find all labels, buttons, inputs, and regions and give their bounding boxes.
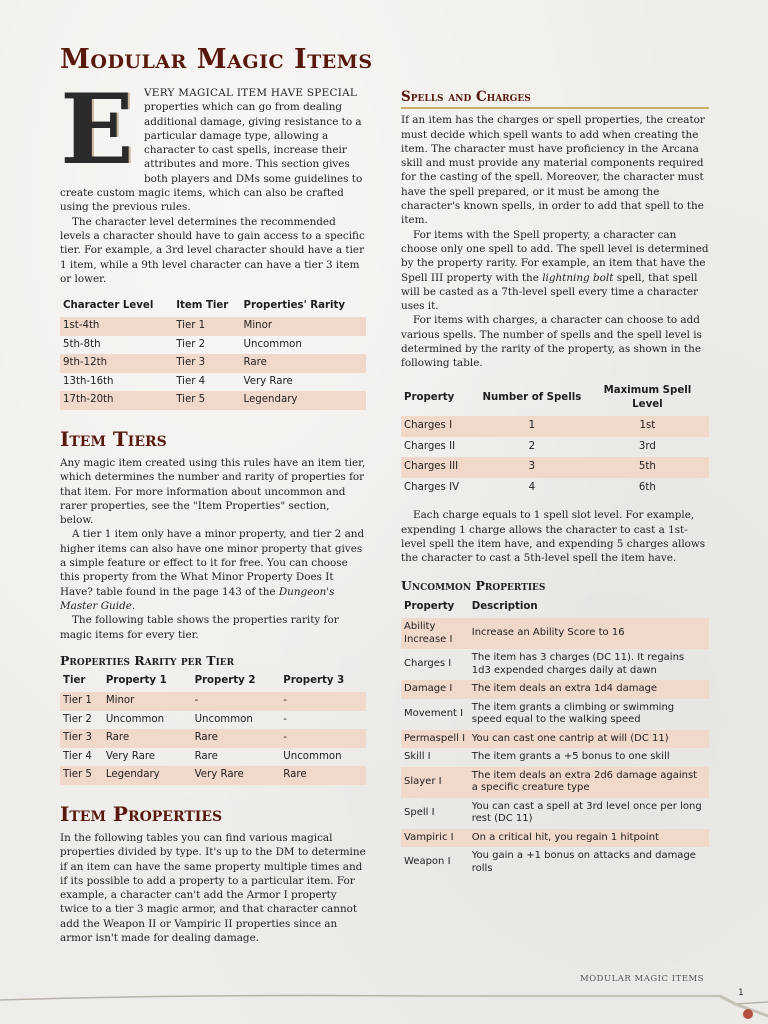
table-cell: The item deals an extra 2d6 damage against a specific creature type bbox=[469, 767, 709, 798]
uncommon-table bbox=[401, 597, 709, 878]
item-properties-heading: Item Properties bbox=[60, 801, 223, 826]
table-cell: On a critical hit, you regain 1 hitpoint bbox=[469, 829, 709, 848]
table-cell: Vampiric I bbox=[401, 829, 469, 848]
table-cell: Increase an Ability Score to 16 bbox=[469, 618, 709, 649]
rarity-table-header: Tier bbox=[63, 675, 86, 687]
table-cell: You gain a +1 bonus on attacks and damage rolls bbox=[471, 850, 696, 874]
table-cell: 3 bbox=[478, 457, 586, 478]
table-cell: The item grants a climbing or swimming speed equal to the walking speed bbox=[471, 701, 675, 726]
table-cell: Charges III bbox=[401, 457, 478, 478]
page-title: Modular Magic Items bbox=[60, 44, 373, 75]
table-cell: Uncommon bbox=[105, 713, 165, 725]
spell-name: lightning bolt bbox=[542, 271, 614, 284]
table-cell: Tier 1 bbox=[173, 317, 240, 336]
uncommon-table-header: Description bbox=[471, 600, 538, 612]
table-cell: 6th bbox=[638, 481, 656, 493]
footer-ornament bbox=[0, 990, 768, 1024]
table-row bbox=[401, 478, 709, 499]
table-cell: Tier 5 bbox=[173, 391, 240, 410]
table-cell: Tier 4 bbox=[63, 750, 92, 762]
table-row bbox=[401, 618, 709, 649]
table-cell: Charges I bbox=[404, 658, 452, 670]
drop-cap: E bbox=[60, 73, 134, 186]
table-cell: 1 bbox=[478, 416, 586, 437]
charges-table-header: Number of Spells bbox=[482, 391, 582, 403]
table-cell: Charges II bbox=[404, 440, 456, 452]
level-table bbox=[60, 296, 366, 410]
table-cell: Rare bbox=[103, 729, 192, 748]
table-row bbox=[401, 699, 709, 730]
charges-table-header: Property bbox=[404, 391, 455, 403]
table-cell: 9th-12th bbox=[60, 354, 173, 373]
table-cell: - bbox=[280, 729, 366, 748]
footer-label: MODULAR MAGIC ITEMS bbox=[580, 974, 704, 984]
charges-table bbox=[401, 381, 709, 499]
table-cell: Ability Increase I bbox=[401, 618, 469, 649]
table-cell: 1st-4th bbox=[60, 317, 173, 336]
left-column bbox=[60, 73, 366, 945]
table-row bbox=[401, 829, 709, 848]
sc-paragraph-2 bbox=[401, 228, 709, 314]
table-cell: Skill I bbox=[404, 751, 431, 763]
rarity-table-title: Properties Rarity per Tier bbox=[60, 652, 235, 668]
table-cell: Tier 1 bbox=[60, 692, 103, 711]
table-cell: Legendary bbox=[241, 391, 366, 410]
table-cell: Damage I bbox=[401, 680, 469, 699]
tiers-paragraph-2 bbox=[60, 527, 366, 613]
item-tiers-heading: Item Tiers bbox=[60, 426, 167, 451]
table-row bbox=[401, 680, 709, 699]
table-cell: Uncommon bbox=[243, 338, 302, 350]
uncommon-table-header: Property bbox=[404, 600, 455, 612]
table-cell: 3rd bbox=[638, 440, 656, 452]
dmg-reference: Dungeon's Master Guide bbox=[60, 585, 335, 612]
level-table-header: Character Level bbox=[63, 300, 154, 312]
table-cell: You can cast a spell at 3rd level once per long rest (DC 11) bbox=[471, 800, 702, 825]
table-cell: Very Rare bbox=[105, 750, 156, 762]
table-cell: 4 bbox=[528, 481, 536, 493]
rarity-table-header: Property 2 bbox=[194, 675, 256, 687]
level-table-header: Item Tier bbox=[176, 300, 229, 312]
table-row bbox=[60, 748, 366, 767]
tiers-paragraph-3: The following table shows the properties rarity for magic items for every tier. bbox=[60, 614, 339, 641]
table-cell: Rare bbox=[194, 750, 218, 762]
table-cell: - bbox=[280, 692, 366, 711]
table-cell: Tier 2 bbox=[176, 338, 206, 350]
intro-lead: VERY MAGICAL ITEM HAVE SPECIAL bbox=[144, 87, 358, 99]
table-row bbox=[401, 437, 709, 458]
table-row bbox=[60, 336, 366, 355]
table-cell: Very Rare bbox=[243, 375, 293, 387]
table-cell: Tier 2 bbox=[63, 713, 92, 725]
right-column bbox=[401, 86, 709, 878]
rarity-table bbox=[60, 671, 366, 785]
level-table-header: Properties' Rarity bbox=[243, 300, 345, 312]
table-cell: The item has 3 charges (DC 11). It regains 1d3 expended charges daily at dawn bbox=[471, 652, 685, 676]
table-row bbox=[60, 373, 366, 392]
sc-paragraph-3: For items with charges, a character can choose to add various spells. The number of spells and the spell level is determined by the rarity of the property, as shown in the following table. bbox=[401, 314, 702, 370]
table-row bbox=[60, 317, 366, 336]
tiers-p2-text: A tier 1 item only have a minor property, and tier 2 and higher items can also have one minor property that gives a simple feature or effect to it for free. You can choose this property from the What Minor Property Does It Have? table found in the page 143 of the bbox=[60, 528, 365, 598]
table-cell: Spell I bbox=[404, 806, 435, 818]
table-cell: Charges I bbox=[401, 416, 478, 437]
table-cell: 13th-16th bbox=[63, 375, 114, 387]
table-cell: Minor bbox=[103, 692, 192, 711]
properties-paragraph: In the following tables you can find various magical properties divided by type. It's up to the DM to determine if an item can have the same property multiple times and if its possible to add a property to a particular item. For example, a character can't add the Armor I property twice to a tier 3 magic armor, and that character cannot add the Weapon II or Vampiric II properties since an armor isn't made for dealing damage. bbox=[60, 831, 366, 944]
charges-table-header: Maximum Spell Level bbox=[603, 384, 692, 410]
table-cell: Weapon I bbox=[404, 856, 451, 868]
table-cell: Uncommon bbox=[283, 750, 342, 762]
table-row bbox=[60, 711, 366, 730]
table-cell: 1st bbox=[586, 416, 709, 437]
table-row bbox=[401, 730, 709, 749]
table-cell: Uncommon bbox=[194, 713, 253, 725]
tiers-paragraph-1: Any magic item created using this rules have an item tier, which determines the number and rarity of properties for that item. For more information about uncommon and rarer properties, see the "Item Properties" section, below. bbox=[60, 456, 366, 527]
table-cell: Tier 3 bbox=[173, 354, 240, 373]
table-row bbox=[401, 847, 709, 878]
table-row bbox=[401, 649, 709, 680]
rarity-table-header: Property 1 bbox=[105, 675, 167, 687]
table-cell: The item deals an extra 1d4 damage bbox=[469, 680, 709, 699]
intro-paragraph-2: The character level determines the recommended levels a character should have to gain access to a specific tier. For example, a 3rd level character should have a tier 1 item, while a 9th level character can have a tier 3 item or lower. bbox=[60, 215, 365, 285]
table-cell: Movement I bbox=[404, 707, 464, 719]
table-cell: Rare bbox=[280, 766, 366, 785]
table-cell: Rare bbox=[192, 729, 281, 748]
table-row bbox=[60, 766, 366, 785]
table-row bbox=[60, 692, 366, 711]
table-cell: Minor bbox=[241, 317, 366, 336]
tiers-p2-end: . bbox=[131, 599, 136, 612]
table-row bbox=[401, 767, 709, 798]
intro-block bbox=[60, 73, 366, 215]
table-cell: - bbox=[192, 692, 281, 711]
table-row bbox=[60, 391, 366, 410]
uncommon-heading: Uncommon Properties bbox=[401, 578, 546, 594]
table-cell: 5th bbox=[586, 457, 709, 478]
spells-charges-heading: Spells and Charges bbox=[401, 90, 709, 109]
table-cell: Rare bbox=[241, 354, 366, 373]
table-cell: - bbox=[283, 713, 287, 725]
table-cell: 5th-8th bbox=[63, 338, 101, 350]
table-cell: You can cast one cantrip at will (DC 11) bbox=[469, 730, 709, 749]
footer-gem-icon bbox=[743, 1009, 753, 1019]
sc-p2-end: spell, that spell will be casted as a 7th-level spell every time a character uses it. bbox=[401, 271, 699, 313]
sc-paragraph-4: Each charge equals to 1 spell slot level. For example, expending 1 charge allows the character to cast a 1st-level spell the item have, and expending 5 charges allows the character to cast a 5th-level spell the item have. bbox=[401, 509, 706, 565]
table-row bbox=[60, 729, 366, 748]
table-cell: 17th-20th bbox=[60, 391, 173, 410]
table-row bbox=[401, 748, 709, 767]
table-cell: Legendary bbox=[103, 766, 192, 785]
sc-p2-text: For items with the Spell property, a character can choose only one spell to add. The spell level is determined by the property rarity. For example, an item that have the Spell III property with the bbox=[401, 228, 709, 284]
intro-rest: properties which can go from dealing additional damage, giving resistance to a particular damage type, allowing a character to cast spells, increase their attributes and more. This section gives both players and DMs some guidelines to create custom magic items, which can also be crafted using the previous rules. bbox=[60, 101, 363, 214]
page-number: 1 bbox=[738, 988, 744, 998]
table-row bbox=[401, 798, 709, 829]
table-row bbox=[401, 416, 709, 437]
table-cell: Very Rare bbox=[192, 766, 281, 785]
table-cell: Tier 5 bbox=[60, 766, 103, 785]
table-row bbox=[401, 457, 709, 478]
table-cell: Permaspell I bbox=[401, 730, 469, 749]
sc-paragraph-1: If an item has the charges or spell properties, the creator must decide which spell wants to add when creating the item. The character must have proficiency in the Arcana skill and must provide any material components required for the casting of the spell. Moreover, the character must have the spell prepared, or it must be among the character's known spells, in order to add that spell to the item. bbox=[401, 114, 705, 227]
table-cell: Tier 3 bbox=[60, 729, 103, 748]
table-row bbox=[60, 354, 366, 373]
table-cell: 2 bbox=[528, 440, 536, 452]
table-cell: Tier 4 bbox=[176, 375, 206, 387]
rarity-table-header: Property 3 bbox=[283, 675, 345, 687]
table-cell: Slayer I bbox=[401, 767, 469, 798]
table-cell: Charges IV bbox=[404, 481, 460, 493]
table-cell: The item grants a +5 bonus to one skill bbox=[471, 751, 670, 763]
